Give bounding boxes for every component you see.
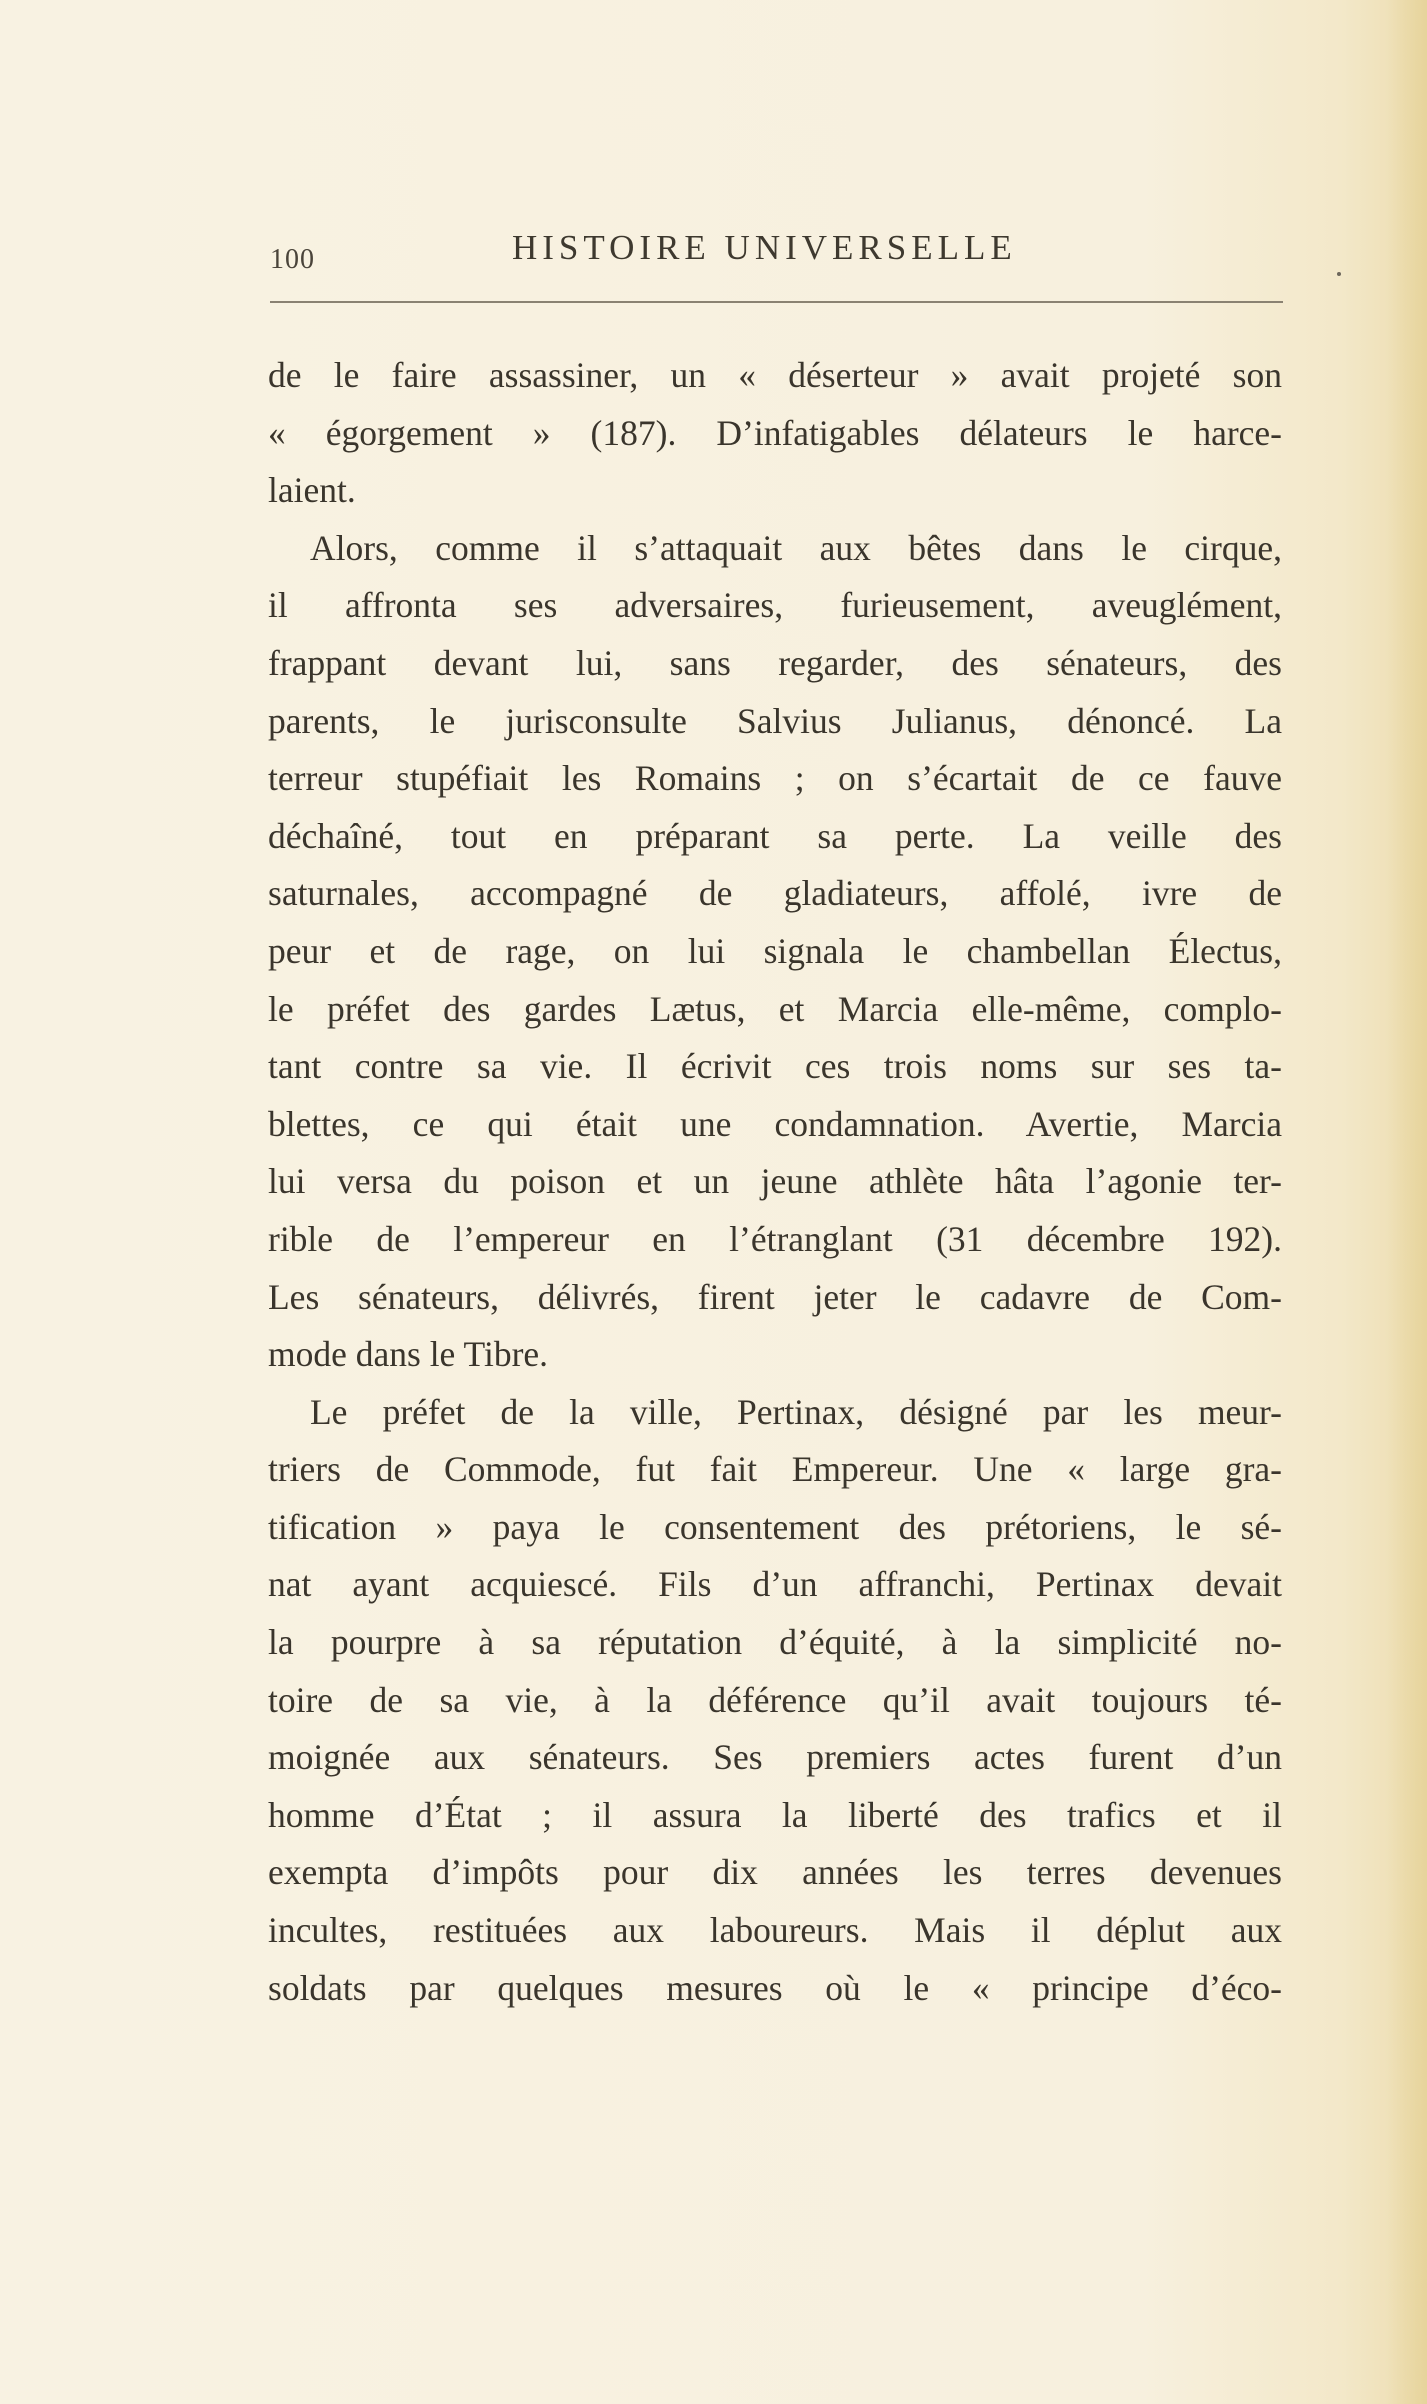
text-line: toire de sa vie, à la déférence qu’il avait toujours té- — [268, 1679, 1282, 1720]
text-line: homme d’État ; il assura la liberté des trafics et il — [268, 1794, 1282, 1835]
text-line: la pourpre à sa réputation d’équité, à la simplicité no- — [268, 1622, 1282, 1663]
text-line: parents, le jurisconsulte Salvius Julianus, dénoncé. La — [268, 700, 1282, 741]
text-line: triers de Commode, fut fait Empereur. Une « large gra- — [268, 1449, 1282, 1490]
paragraph-start-line: Alors, comme il s’attaquait aux bêtes dans le cirque, — [310, 527, 1282, 568]
body-text — [268, 347, 1282, 2017]
text-line: mode dans le Tibre. — [268, 1334, 549, 1375]
running-head: HISTOIRE UNIVERSELLE — [512, 228, 1017, 267]
text-line: laient. — [268, 470, 356, 511]
text-line: saturnales, accompagné de gladiateurs, affolé, ivre de — [268, 873, 1282, 914]
page-edge-shading — [1387, 0, 1427, 2404]
text-line: terreur stupéfiait les Romains ; on s’écartait de ce fauve — [268, 758, 1282, 799]
page-number: 100 — [270, 244, 315, 275]
text-line: « égorgement » (187). D’infatigables délateurs le harce- — [268, 412, 1282, 453]
text-line: il affronta ses adversaires, furieusement, aveuglément, — [268, 585, 1282, 626]
text-line: blettes, ce qui était une condamnation. Avertie, Marcia — [268, 1103, 1282, 1144]
ink-speck — [1337, 272, 1341, 276]
text-line: incultes, restituées aux laboureurs. Mais il déplut aux — [268, 1910, 1282, 1951]
header-rule — [270, 301, 1283, 303]
paragraph-start-line: Le préfet de la ville, Pertinax, désigné par les meur- — [310, 1391, 1282, 1432]
text-line: peur et de rage, on lui signala le chambellan Électus, — [268, 930, 1282, 971]
text-line: lui versa du poison et un jeune athlète hâta l’agonie ter- — [268, 1161, 1282, 1202]
text-line: Les sénateurs, délivrés, firent jeter le cadavre de Com- — [268, 1276, 1282, 1317]
text-line: soldats par quelques mesures où le « principe d’éco- — [268, 1967, 1282, 2008]
text-line: tant contre sa vie. Il écrivit ces trois noms sur ses ta- — [268, 1046, 1282, 1087]
text-line: moignée aux sénateurs. Ses premiers actes furent d’un — [268, 1737, 1282, 1778]
text-line: tification » paya le consentement des prétoriens, le sé- — [268, 1506, 1282, 1547]
text-line: exempta d’impôts pour dix années les terres devenues — [268, 1852, 1282, 1893]
text-line: frappant devant lui, sans regarder, des sénateurs, des — [268, 642, 1282, 683]
text-line: le préfet des gardes Lætus, et Marcia elle-même, complo- — [268, 988, 1282, 1029]
text-line: de le faire assassiner, un « déserteur » avait projeté son — [268, 355, 1282, 395]
text-line: nat ayant acquiescé. Fils d’un affranchi, Pertinax devait — [268, 1564, 1282, 1605]
text-line: déchaîné, tout en préparant sa perte. La veille des — [268, 815, 1282, 856]
text-line: rible de l’empereur en l’étranglant (31 décembre 192). — [268, 1218, 1282, 1259]
